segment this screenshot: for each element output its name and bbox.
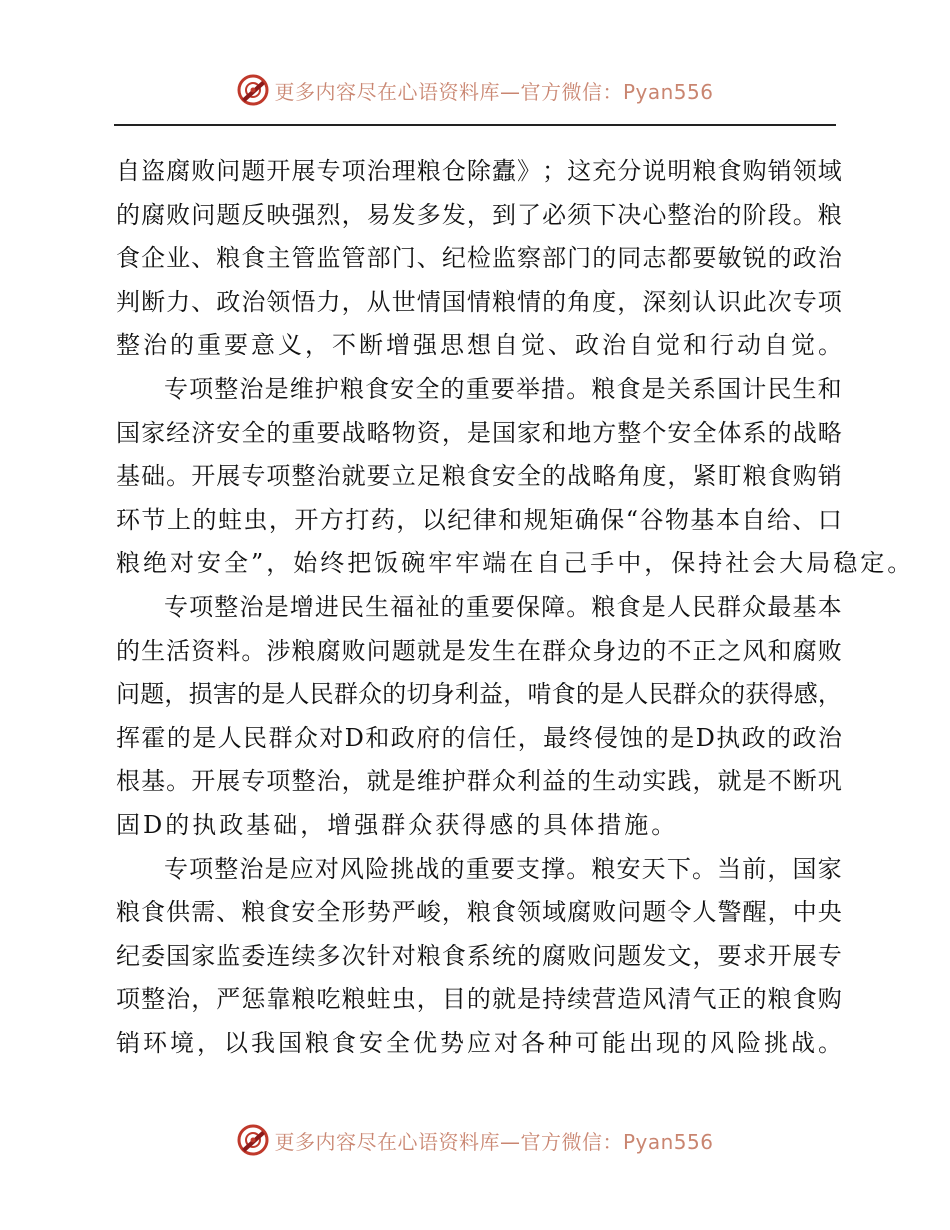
logo-icon [236, 73, 270, 107]
text-line: 基 础 。 开 展 专 项 整 治 就 要 立 足 粮 食 安 全 的 战 略 角 度 ， 紧 盯 粮 食 购 销 [116, 462, 842, 491]
text-line: 纪 委 国 家 监 委 连 续 多 次 针 对 粮 食 系 统 的 腐 败 问 题 发 文 ， 要 求 开 展 专 [116, 941, 842, 970]
text-line: 自 盗 腐 败 问 题 开 展 专 项 治 理 粮 仓 除 蠹 》 ； 这 充 分 说 明 粮 食 购 销 领 域 [116, 157, 842, 185]
banner-text: 更多内容尽在心语资料库—官方微信：Pyan556 [274, 79, 714, 104]
header-divider [114, 124, 836, 126]
text-line: 专 项 整 治 是 维 护 粮 食 安 全 的 重 要 举 措 。 粮 食 是 关 系 国 计 民 生 和 [164, 374, 842, 403]
text-line: 判 断 力 、 政 治 领 悟 力 ， 从 世 情 国 情 粮 情 的 角 度 ， 深 刻 认 识 此 次 专 项 [116, 287, 842, 316]
text-line: 销环境，以我国粮食安全优势应对各种可能出现的风险挑战。 [116, 1028, 845, 1057]
text-line: 食 企 业 、 粮 食 主 管 监 管 部 门 、 纪 检 监 察 部 门 的 同 志 都 要 敏 锐 的 政 治 [116, 244, 842, 273]
text-line: 的 腐 败 问 题 反 映 强 烈 ， 易 发 多 发 ， 到 了 必 须 下 决 心 整 治 的 阶 段 。 粮 [116, 200, 842, 229]
document-body [116, 150, 915, 1065]
header-banner [0, 68, 950, 112]
paragraph [116, 848, 845, 1066]
text-line: 专 项 整 治 是 增 进 民 生 福 祉 的 重 要 保 障 。 粮 食 是 人 民 群 众 最 基 本 [164, 592, 842, 621]
text-line: 问 题 ， 损 害 的 是 人 民 群 众 的 切 身 利 益 ， 啃 食 的 是 人 民 群 众 的 获 得 感 ， [116, 680, 842, 709]
text-line: 挥 霍 的 是 人 民 群 众 对 D 和 政 府 的 信 任 ， 最 终 侵 蚀 的 是 D 执 政 的 政 治 [116, 723, 842, 752]
paragraph [116, 150, 845, 368]
text-line: 粮 食 供 需 、 粮 食 安 全 形 势 严 峻 ， 粮 食 领 域 腐 败 问 题 令 人 警 醒 ， 中 央 [116, 898, 842, 927]
text-line: 根 基 。 开 展 专 项 整 治 ， 就 是 维 护 群 众 利 益 的 生 动 实 践 ， 就 是 不 断 巩 [116, 767, 842, 796]
text-line: 环 节 上 的 蛀 虫 ， 开 方 打 药 ， 以 纪 律 和 规 矩 确 保 “ 谷 物 基 本 自 给 、 口 [116, 505, 842, 534]
text-line: 的 生 活 资 料 。 涉 粮 腐 败 问 题 就 是 发 生 在 群 众 身 边 的 不 正 之 风 和 腐 败 [116, 636, 842, 665]
text-line: 固D的执政基础，增强群众获得感的具体措施。 [116, 810, 679, 839]
paragraph [116, 368, 915, 586]
footer-banner [0, 1118, 950, 1162]
text-line: 整治的重要意义，不断增强思想自觉、政治自觉和行动自觉。 [116, 331, 845, 360]
text-line: 专 项 整 治 是 应 对 风 险 挑 战 的 重 要 支 撑 。 粮 安 天 下 。 当 前 ， 国 家 [164, 854, 842, 883]
text-line: 项 整 治 ， 严 惩 靠 粮 吃 粮 蛀 虫 ， 目 的 就 是 持 续 营 造 风 清 气 正 的 粮 食 购 [116, 985, 842, 1014]
banner-text: 更多内容尽在心语资料库—官方微信：Pyan556 [274, 1129, 714, 1154]
logo-icon [236, 1123, 270, 1157]
text-line: 粮绝对安全”，始终把饭碗牢牢端在自己手中，保持社会大局稳定。 [116, 549, 915, 578]
text-line: 国 家 经 济 安 全 的 重 要 战 略 物 资 ， 是 国 家 和 地 方 整 个 安 全 体 系 的 战 略 [116, 418, 842, 447]
paragraph [116, 586, 842, 848]
